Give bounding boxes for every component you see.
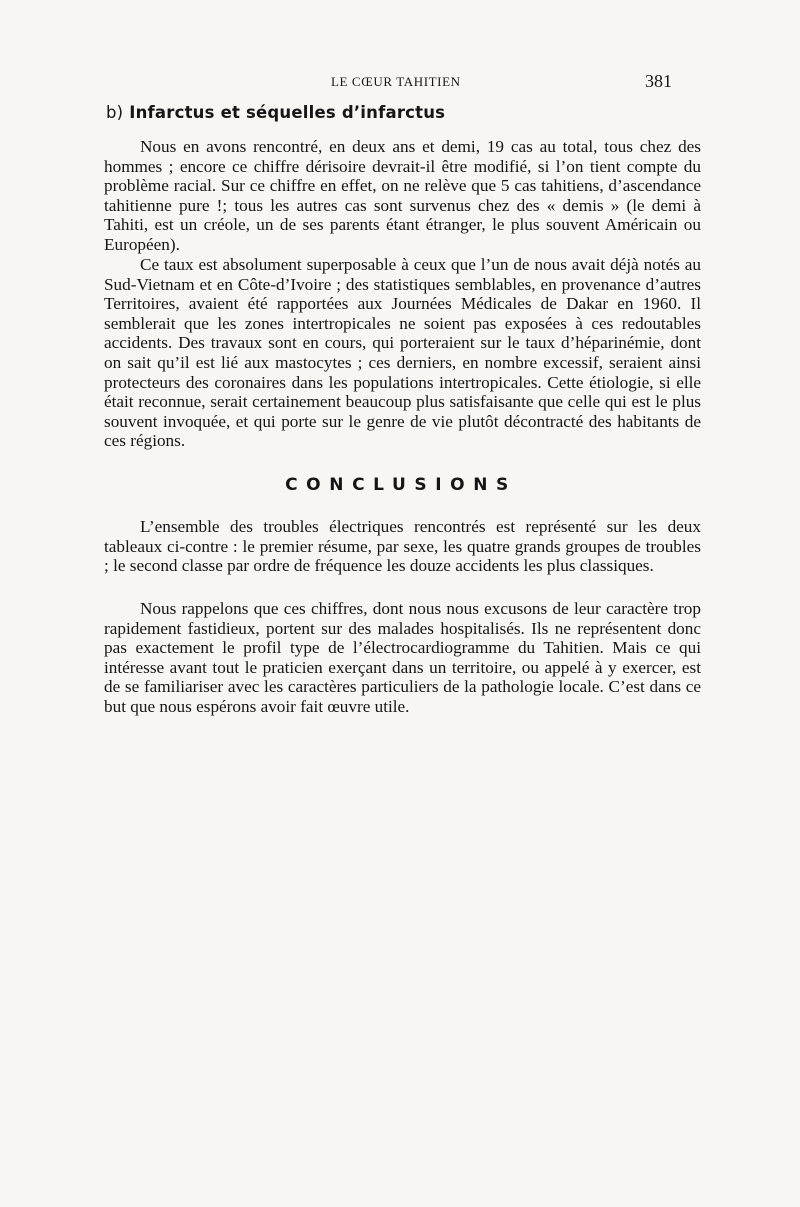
paragraph-infarctus-rates: Ce taux est absolument superposable à ceux que l’un de nous avait déjà notés au Sud-Vietnam et en Côte-d’Ivoire ; des statistiques semblables, en provenance d’autres Territoires, avaient été rapportées aux Journées Médicales de Dakar en 1960. Il semblerait que les zones intertropicales ne soient pas exposées à ces redoutables accidents. Des travaux sont en cours, qui porteraient sur le taux d’héparinémie, dont on sait qu’il est lié aux mastocytes ; ces derniers, en nombre excessif, seraient ainsi protecteurs des coronaires dans les populations intertropicales. Cette étiologie, si elle était reconnue, serait certainement beaucoup plus satisfaisante que celle qui est le plus souvent invoquée, et qui porte sur le genre de vie plutôt décontracté des habitants de ces régions. (104, 255, 701, 451)
section-title: Infarctus et séquelles d’infarctus (129, 103, 446, 122)
paragraph-infarctus-cases: Nous en avons rencontré, en deux ans et demi, 19 cas au total, tous chez des hommes ; encore ce chiffre dérisoire devrait-il être modifié, si l’on tient compte du problème racial. Sur ce chiffre en effet, on ne relève que 5 cas tahitiens, d’ascendance tahitienne pure !; tous les autres cas sont survenus chez des « demis » (le demi à Tahiti, est un créole, un de ses parents étant étranger, le plus souvent Américain ou Européen). (104, 137, 701, 254)
conclusions-title: CONCLUSIONS (285, 475, 517, 495)
running-header (0, 71, 800, 95)
paragraph-conclusions-summary: L’ensemble des troubles électriques rencontrés est représenté sur les deux tableaux ci-contre : le premier résume, par sexe, les quatre grands groupes de troubles ; le second classe par ordre de fréquence les douze accidents les plus classiques. (104, 517, 701, 576)
paragraph-conclusions-closing: Nous rappelons que ces chiffres, dont nous nous excusons de leur caractère trop rapidement fastidieux, portent sur des malades hospitalisés. Ils ne représentent donc pas exactement le profil type de l’électrocardiogramme du Tahitien. Mais ce qui intéresse avant tout le praticien exerçant dans un territoire, ou appelé à y exercer, est de se familiariser avec les caractères particuliers de la pathologie locale. C’est dans ce but que nous espérons avoir fait œuvre utile. (104, 599, 701, 716)
section-heading (106, 103, 445, 122)
conclusions-heading (0, 475, 800, 495)
section-letter: b) (106, 103, 124, 122)
page-number: 381 (645, 71, 672, 91)
running-title: LE CŒUR TAHITIEN (331, 74, 461, 89)
